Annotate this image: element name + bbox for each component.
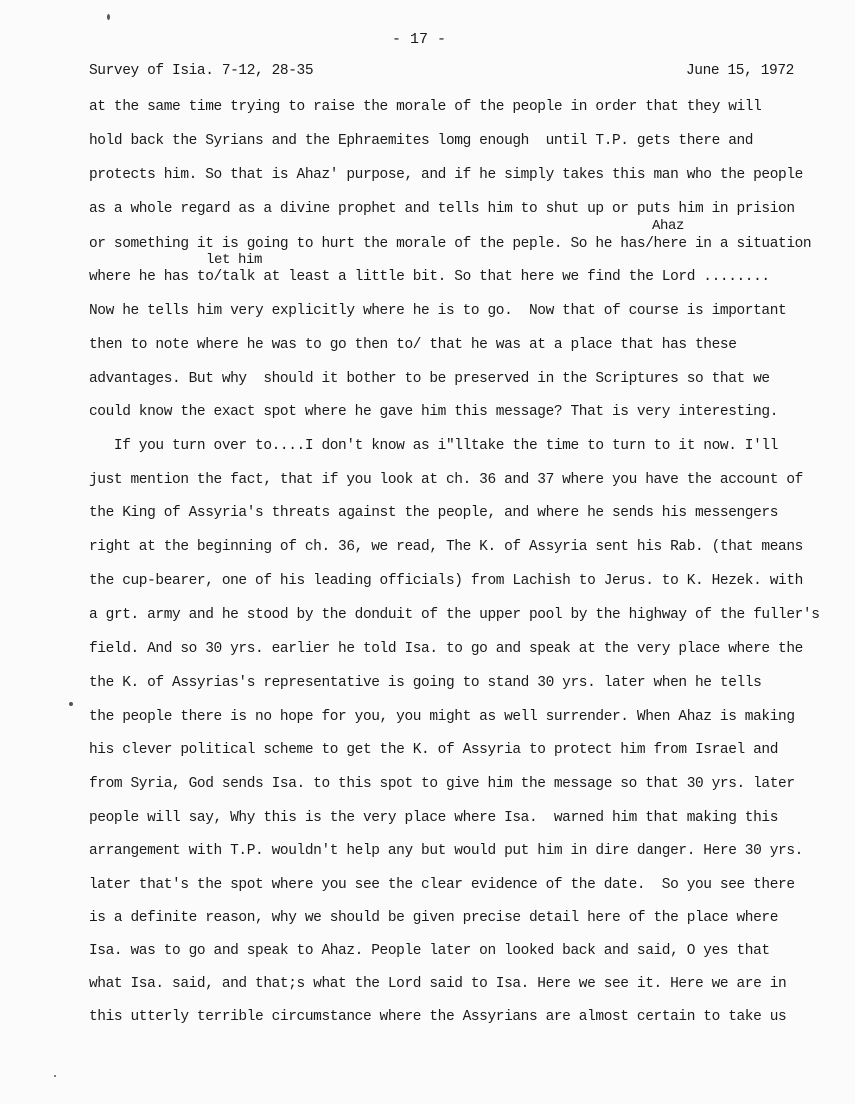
scan-speck	[54, 1075, 56, 1077]
text-line: Now he tells him very explicitly where he is to go. Now that of course is important	[89, 303, 787, 319]
text-line: right at the beginning of ch. 36, we read, The K. of Assyria sent his Rab. (that means	[89, 539, 803, 555]
handwritten-insert-let-him: let him	[206, 252, 263, 268]
handwritten-insert-ahaz: Ahaz	[652, 218, 685, 234]
text-line: If you turn over to....I don't know as i"lltake the time to turn to it now. I'll	[89, 438, 779, 454]
text-line: field. And so 30 yrs. earlier he told Isa. to go and speak at the very place where the	[89, 641, 803, 657]
text-line: advantages. But why should it bother to be preserved in the Scriptures so that we	[89, 371, 770, 387]
text-line: the people there is no hope for you, you might as well surrender. When Ahaz is making	[89, 709, 795, 725]
document-date: June 15, 1972	[686, 63, 794, 79]
text-line: where he has to/talk at least a little bit. So that here we find the Lord ........	[89, 269, 770, 285]
text-line: arrangement with T.P. wouldn't help any but would put him in dire danger. Here 30 yrs.	[89, 843, 803, 859]
text-line: as a whole regard as a divine prophet and tells him to shut up or puts him in prision	[89, 201, 795, 217]
text-line: protects him. So that is Ahaz' purpose, and if he simply takes this man who the people	[89, 167, 803, 183]
text-line: from Syria, God sends Isa. to this spot to give him the message so that 30 yrs. later	[89, 776, 795, 792]
text-line: Isa. was to go and speak to Ahaz. People later on looked back and said, O yes that	[89, 943, 770, 959]
document-title: Survey of Isia. 7-12, 28-35	[89, 63, 314, 79]
text-line: this utterly terrible circumstance where the Assyrians are almost certain to take us	[89, 1009, 787, 1025]
text-line: then to note where he was to go then to/ that he was at a place that has these	[89, 337, 737, 353]
text-line: hold back the Syrians and the Ephraemites lomg enough until T.P. gets there and	[89, 133, 754, 149]
text-line: just mention the fact, that if you look at ch. 36 and 37 where you have the account of	[89, 472, 803, 488]
scan-speck	[107, 14, 110, 20]
text-line: his clever political scheme to get the K. of Assyria to protect him from Israel and	[89, 742, 779, 758]
text-line: people will say, Why this is the very place where Isa. warned him that making this	[89, 810, 779, 826]
text-line: or something it is going to hurt the morale of the peple. So he has/here in a situation	[89, 236, 812, 252]
text-line: a grt. army and he stood by the donduit of the upper pool by the highway of the fuller's	[89, 607, 820, 623]
text-line: later that's the spot where you see the clear evidence of the date. So you see there	[89, 877, 795, 893]
text-line: could know the exact spot where he gave him this message? That is very interesting.	[89, 404, 779, 420]
scan-speck	[69, 702, 73, 706]
text-line: the cup-bearer, one of his leading officials) from Lachish to Jerus. to K. Hezek. with	[89, 573, 803, 589]
text-line: the King of Assyria's threats against the people, and where he sends his messengers	[89, 505, 779, 521]
text-line: what Isa. said, and that;s what the Lord said to Isa. Here we see it. Here we are in	[89, 976, 787, 992]
text-line: is a definite reason, why we should be given precise detail here of the place where	[89, 910, 779, 926]
page-number: - 17 -	[392, 31, 447, 48]
text-line: the K. of Assyrias's representative is going to stand 30 yrs. later when he tells	[89, 675, 762, 691]
text-line: at the same time trying to raise the morale of the people in order that they will	[89, 99, 762, 115]
